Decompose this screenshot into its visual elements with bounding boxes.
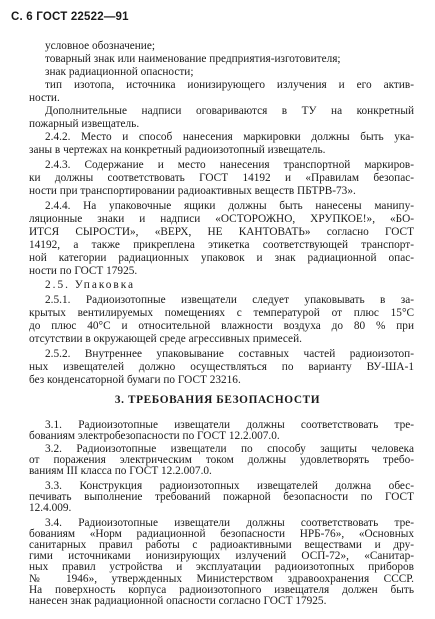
text-line: 2.5. Упаковка (45, 279, 136, 291)
text-line: товарный знак или наименование предприятия-изготовителя; (45, 53, 341, 65)
text-line: Дополнительные надписи оговариваются в ТУ на конкретный (45, 105, 414, 117)
text-line: 3.1. Радиоизотопные извещатели должны соответствовать тре- (45, 419, 414, 431)
text-line: пожарный извещатель. (29, 118, 140, 130)
text-line: без конденсаторной бумаги по ГОСТ 23216. (29, 374, 241, 386)
text-line: крытых вентилируемых помещениях с температурой от плюс 15°С (29, 307, 414, 319)
text-line: 14192, а также прикреплена этикетка соответствующей транспорт- (29, 239, 414, 251)
text-line: нанесен знак радиационной опасности согласно ГОСТ 17925. (29, 595, 327, 607)
text-line: заны в чертежах на конкретный радиоизотопный извещатель. (29, 144, 326, 156)
text-line: ных правил устройства и эксплуатации радиоизотопных приборов (29, 561, 414, 573)
text-line: ности при транспортировании радиоактивных веществ ПБТРВ-73». (29, 185, 356, 197)
text-line: 2.4.3. Содержание и место нанесения транспортной маркиров- (45, 159, 414, 171)
text-line: ваниям III класса по ГОСТ 12.2.007.0. (29, 465, 212, 477)
text-line: ности. (29, 92, 60, 104)
section-heading: 3. ТРЕБОВАНИЯ БЕЗОПАСНОСТИ (114, 394, 321, 406)
text-line: условное обозначение; (45, 40, 156, 52)
text-line: ИТСЯ СЫРОСТИ», «ВЕРХ, НЕ КАНТОВАТЬ» согласно ГОСТ (29, 226, 414, 238)
text-line: отсутствии в окружающей среде агрессивных примесей. (29, 333, 302, 345)
text-line: На поверхность корпуса радиоизотопного извещателя должен быть (29, 584, 414, 596)
text-line: 2.5.2. Внутреннее упаковывание составных частей радиоизотоп- (45, 348, 414, 360)
text-line: тип изотопа, источника ионизирующего излучения и его актив- (45, 79, 414, 91)
text-line: ных извещателей должно осуществляться по варианту ВУ-ША-1 (29, 361, 414, 373)
text-line: бованиям «Норм радиационной безопасности НРБ-76», «Основных (29, 528, 414, 540)
page-header: С. 6 ГОСТ 22522—91 (11, 11, 129, 23)
text-line: ки должны соответствовать ГОСТ 14192 и «Правилам безопас- (29, 172, 414, 184)
text-line: знак радиационной опасности; (45, 66, 194, 78)
text-line: 2.4.4. На упаковочные ящики должны быть нанесены манипу- (45, 200, 414, 212)
text-line: 3.3. Конструкция радиоизотопных извещателей должна обес- (45, 480, 414, 492)
text-line: ности по ГОСТ 17925. (29, 265, 138, 277)
text-line: от поражения электрическим током должны удовлетворять требо- (29, 454, 414, 466)
text-line: бованиям электробезопасности по ГОСТ 12.2.007.0. (29, 430, 280, 442)
text-line: 12.4.009. (29, 502, 72, 514)
text-line: 2.4.2. Место и способ нанесения маркировки должны быть ука- (45, 131, 414, 143)
text-line: гими источниками ионизирующих излучений ОСП-72», «Санитар- (29, 550, 414, 562)
text-line: 3.4. Радиоизотопные извещатели должны соответствовать тре- (45, 517, 414, 529)
text-line: ляционные знаки и надписи «ОСТОРОЖНО, ХРУПКОЕ!», «БО- (29, 213, 414, 225)
text-line: печивать выполнение требований пожарной безопасности по ГОСТ (29, 491, 414, 503)
text-line: до плюс 40°С и относительной влажности воздуха до 80 % при (29, 320, 414, 332)
text-line: санитарных правил работы с радиоактивными веществами и дру- (29, 539, 414, 551)
text-line: 2.5.1. Радиоизотопные извещатели следует упаковывать в за- (45, 294, 414, 306)
text-line: № 1946», утвержденных Министерством здравоохранения СССР. (29, 573, 414, 585)
text-line: 3.2. Радиоизотопные извещатели по способу защиты человека (45, 443, 414, 455)
text-line: ной категории радиационных упаковок и знак радиационной опас- (29, 252, 414, 264)
